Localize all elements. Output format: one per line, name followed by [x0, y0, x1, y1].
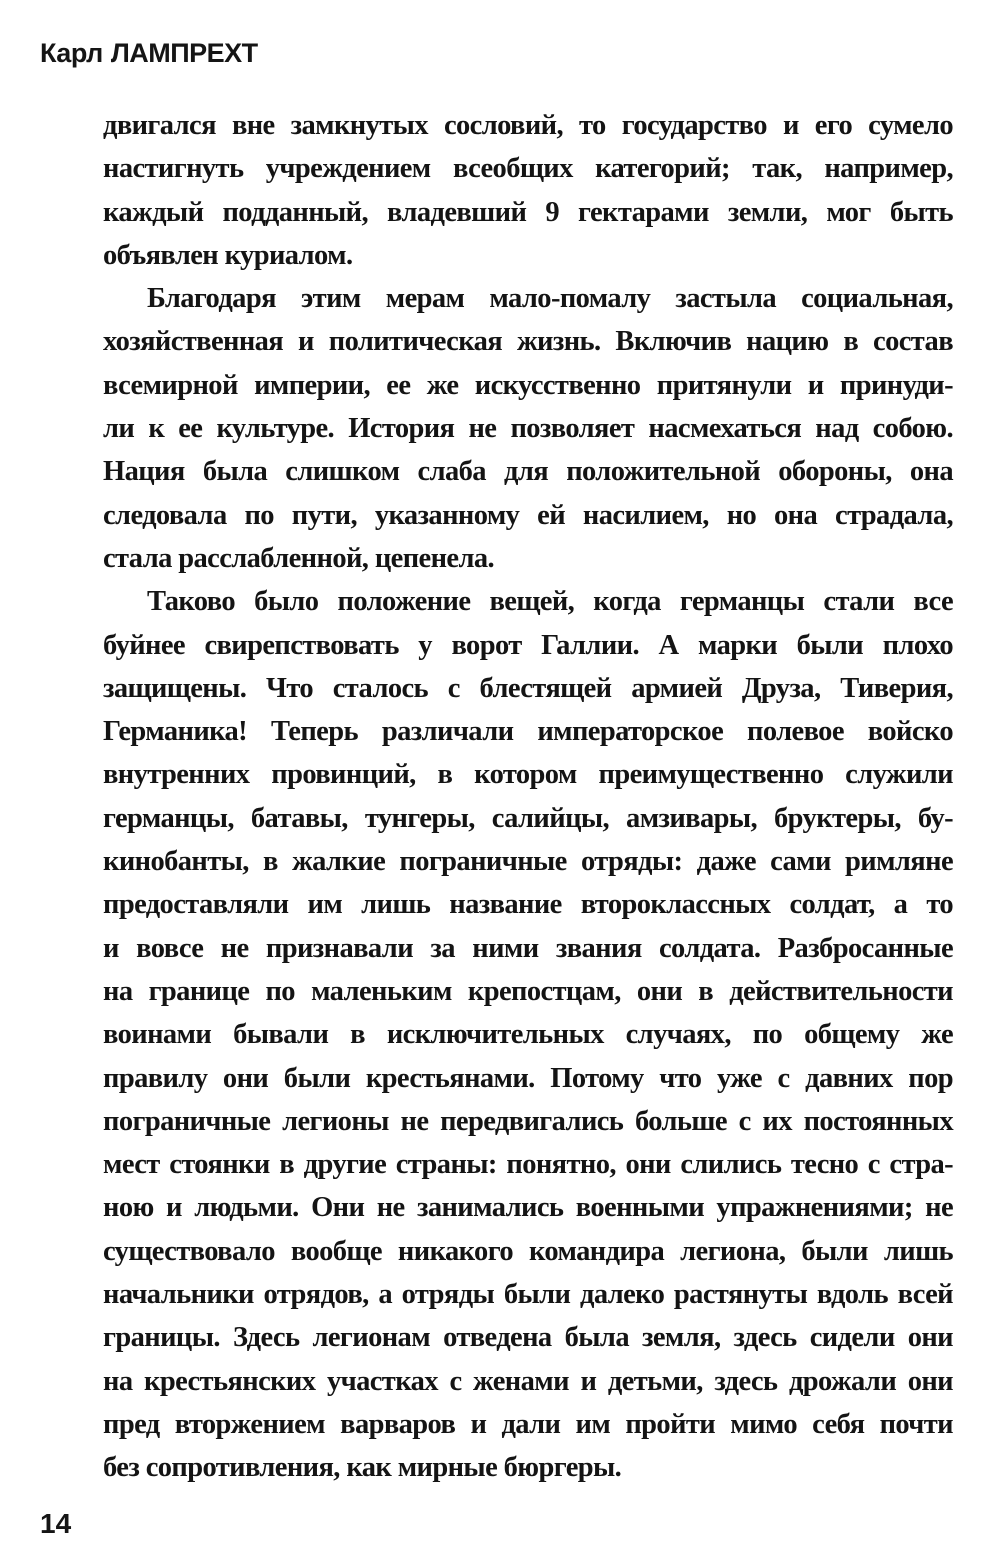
text-line: воинами бывали в исключительных случаях, по общему же [103, 1019, 953, 1051]
text-line: объявлен куриалом. [103, 239, 353, 271]
paragraph-first-line: Благодаря этим мерам мало-помалу застыла социальная, [147, 283, 953, 315]
text-line: Нация была слишком слаба для положительной обороны, она [103, 456, 953, 488]
text-line: двигался вне замкнутых сословий, то государство и его сумело [103, 110, 953, 141]
text-line: ли к ее культуре. История не позволяет насмехаться над собою. [103, 413, 953, 445]
text-line: кинобанты, в жалкие пограничные отряды: даже сами римляне [103, 846, 953, 878]
text-line: германцы, батавы, тунгеры, салийцы, амзивары, бруктеры, бу- [103, 802, 953, 834]
text-line: предоставляли им лишь название второклассных солдат, а то [103, 889, 953, 921]
text-line: на границе по маленьким крепостцам, они в действительности [103, 975, 953, 1007]
paragraph-first-line: Таково было положение вещей, когда германцы стали все [147, 586, 953, 618]
page-number: 14 [40, 1508, 72, 1539]
text-line: всемирной империи, ее же искусственно притянули и принуди- [103, 369, 953, 401]
running-head [40, 38, 258, 69]
text-line: защищены. Что сталось с блестящей армией Друза, Тиверия, [103, 672, 953, 704]
text-line: и вовсе не признавали за ними звания солдата. Разбросанные [103, 932, 953, 964]
body-text [103, 104, 953, 1490]
text-line: пограничные легионы не передвигались больше с их постоянных [103, 1105, 953, 1137]
text-line: стала расслабленной, цепенела. [103, 542, 495, 574]
text-line: границы. Здесь легионам отведена была земля, здесь сидели они [103, 1322, 953, 1354]
text-line: Германика! Теперь различали императорское полевое войско [103, 716, 953, 748]
text-line: следовала по пути, указанному ей насилием, но она страдала, [103, 499, 953, 531]
text-line: внутренних провинций, в котором преимущественно служили [103, 759, 953, 791]
text-line: каждый подданный, владевший 9 гектарами земли, мог быть [103, 196, 953, 228]
text-line: на крестьянских участках с женами и детьми, здесь дрожали они [103, 1365, 953, 1397]
text-line: настигнуть учреждением всеобщих категорий; так, например, [103, 153, 953, 185]
text-line: мест стоянки в другие страны: понятно, они слились тесно с стра- [103, 1149, 953, 1181]
text-line: правилу они были крестьянами. Потому что уже с давних пор [103, 1062, 953, 1094]
text-line: буйнее свирепствовать у ворот Галлии. А марки были плохо [103, 629, 953, 661]
text-line: ною и людьми. Они не занимались военными упражнениями; не [103, 1192, 953, 1224]
author-last-name: ЛАМПРЕХТ [110, 38, 258, 68]
author-first-name: Карл [40, 38, 103, 68]
text-line: начальники отрядов, а отряды были далеко растянуты вдоль всей [103, 1279, 953, 1311]
text-line: без сопротивления, как мирные бюргеры. [103, 1452, 622, 1484]
text-line: существовало вообще никакого командира легиона, были лишь [103, 1235, 953, 1267]
text-line: пред вторжением варваров и дали им пройти мимо себя почти [103, 1408, 953, 1440]
text-line: хозяйственная и политическая жизнь. Включив нацию в состав [103, 326, 953, 358]
